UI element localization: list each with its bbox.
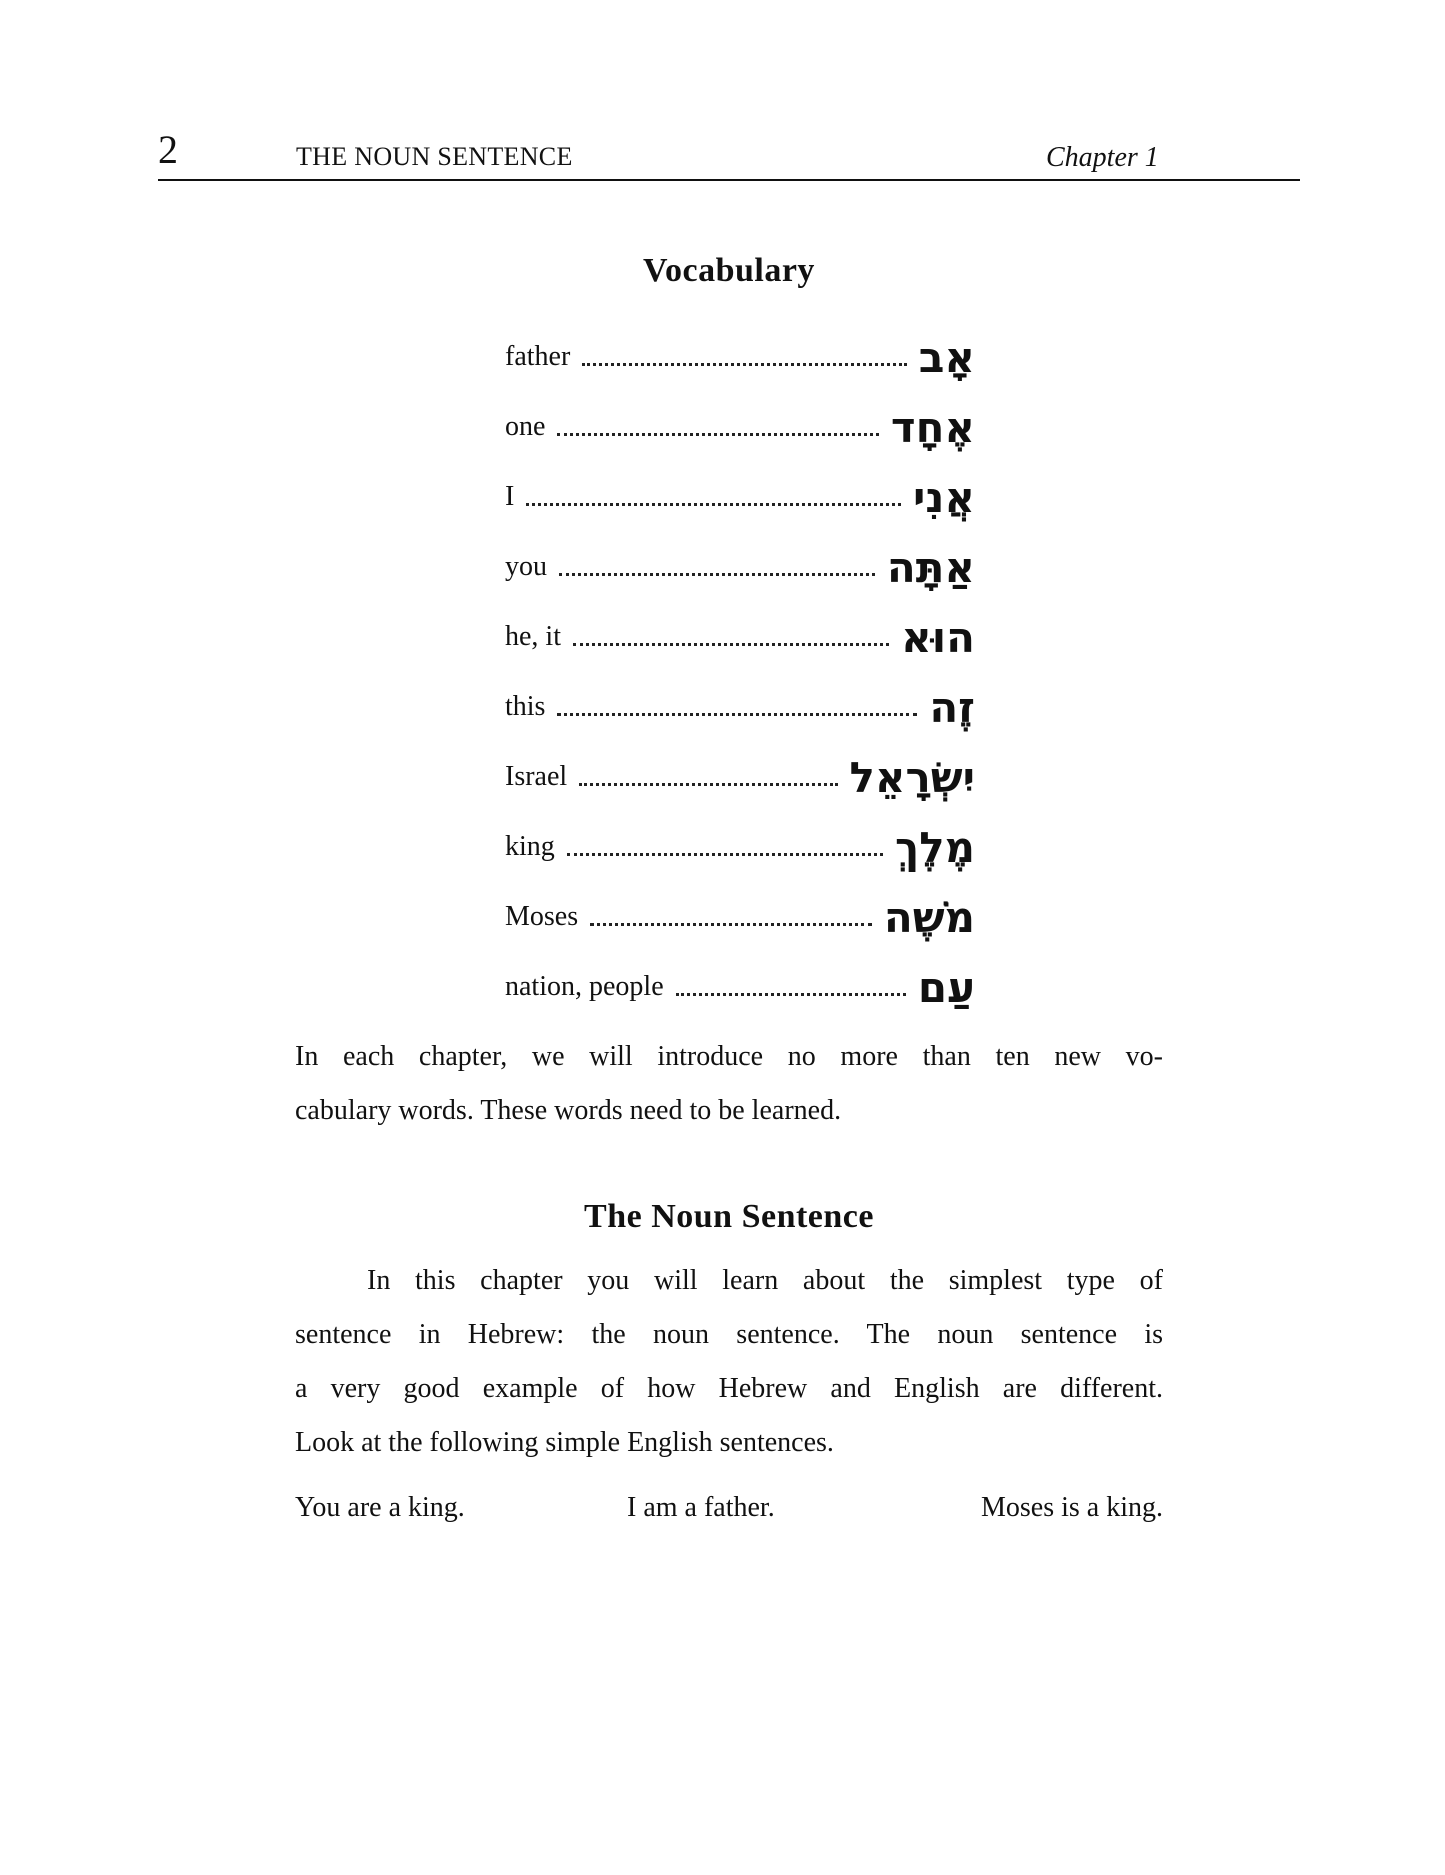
- dot-leader: [557, 433, 878, 436]
- vocab-entry: [505, 532, 975, 602]
- vocab-hebrew: מֶלֶךְ: [894, 822, 975, 872]
- dot-leader: [567, 853, 883, 856]
- paragraph-line: In each chapter, we will introduce no more than ten new vo-: [295, 1041, 1163, 1072]
- vocab-english: Moses: [505, 901, 579, 932]
- vocab-hebrew: עַם: [917, 962, 975, 1012]
- dot-leader: [582, 363, 907, 366]
- vocab-english: father: [505, 341, 571, 372]
- vocab-english: this: [505, 691, 546, 722]
- example-sentence: I am a father.: [627, 1492, 775, 1523]
- vocab-entry: [505, 952, 975, 1022]
- vocab-entry: [505, 882, 975, 952]
- vocab-english: you: [505, 551, 547, 582]
- vocab-hebrew: אַתָּה: [886, 542, 975, 592]
- dot-leader: [579, 783, 837, 786]
- header-rule: [158, 179, 1300, 181]
- running-title: THE NOUN SENTENCE: [296, 142, 573, 171]
- example-sentences: [295, 1492, 1163, 1546]
- page-number: 2: [158, 127, 178, 172]
- vocab-entry: [505, 322, 975, 392]
- vocab-english: he, it: [505, 621, 561, 652]
- paragraph-line: In this chapter you will learn about the simplest type of: [367, 1265, 1163, 1296]
- vocab-hebrew: זֶה: [929, 682, 975, 732]
- noun-sentence-heading: The Noun Sentence: [584, 1198, 874, 1235]
- vocab-entry: [505, 602, 975, 672]
- paragraph-line: cabulary words. These words need to be learned.: [295, 1095, 842, 1126]
- vocab-hebrew: מֹשֶׁה: [883, 892, 975, 942]
- vocab-english: king: [505, 831, 555, 862]
- vocab-entry: [505, 392, 975, 462]
- dot-leader: [557, 713, 917, 716]
- dot-leader: [573, 643, 889, 646]
- dot-leader: [676, 993, 906, 996]
- vocab-hebrew: הוּא: [901, 612, 975, 662]
- page-header: [158, 128, 1300, 184]
- noun-sentence-paragraph: [295, 1254, 1163, 1470]
- dot-leader: [526, 503, 901, 506]
- vocab-entry: [505, 812, 975, 882]
- example-sentence: You are a king.: [295, 1492, 465, 1523]
- vocabulary-list: [505, 322, 975, 1022]
- paragraph-line: Look at the following simple English sentences.: [295, 1427, 834, 1458]
- chapter-label: Chapter 1: [1046, 142, 1159, 173]
- vocab-entry: [505, 462, 975, 532]
- vocab-hebrew: אָב: [918, 332, 975, 382]
- vocab-english: I: [505, 481, 515, 512]
- vocabulary-heading: Vocabulary: [643, 252, 815, 289]
- paragraph-line: sentence in Hebrew: the noun sentence. The noun sentence is: [295, 1319, 1163, 1350]
- dot-leader: [559, 573, 875, 576]
- vocab-english: nation, people: [505, 971, 664, 1002]
- paragraph-line: a very good example of how Hebrew and English are different.: [295, 1373, 1163, 1404]
- vocab-hebrew: אֲנִי: [913, 472, 975, 522]
- intro-paragraph: [295, 1030, 1163, 1138]
- vocab-entry: [505, 742, 975, 812]
- vocab-english: Israel: [505, 761, 568, 792]
- vocab-hebrew: אֶחָד: [890, 402, 975, 452]
- vocab-hebrew: יִשְׂרָאֵל: [849, 752, 975, 802]
- dot-leader: [590, 923, 872, 926]
- vocab-english: one: [505, 411, 546, 442]
- example-sentence: Moses is a king.: [981, 1492, 1163, 1523]
- vocab-entry: [505, 672, 975, 742]
